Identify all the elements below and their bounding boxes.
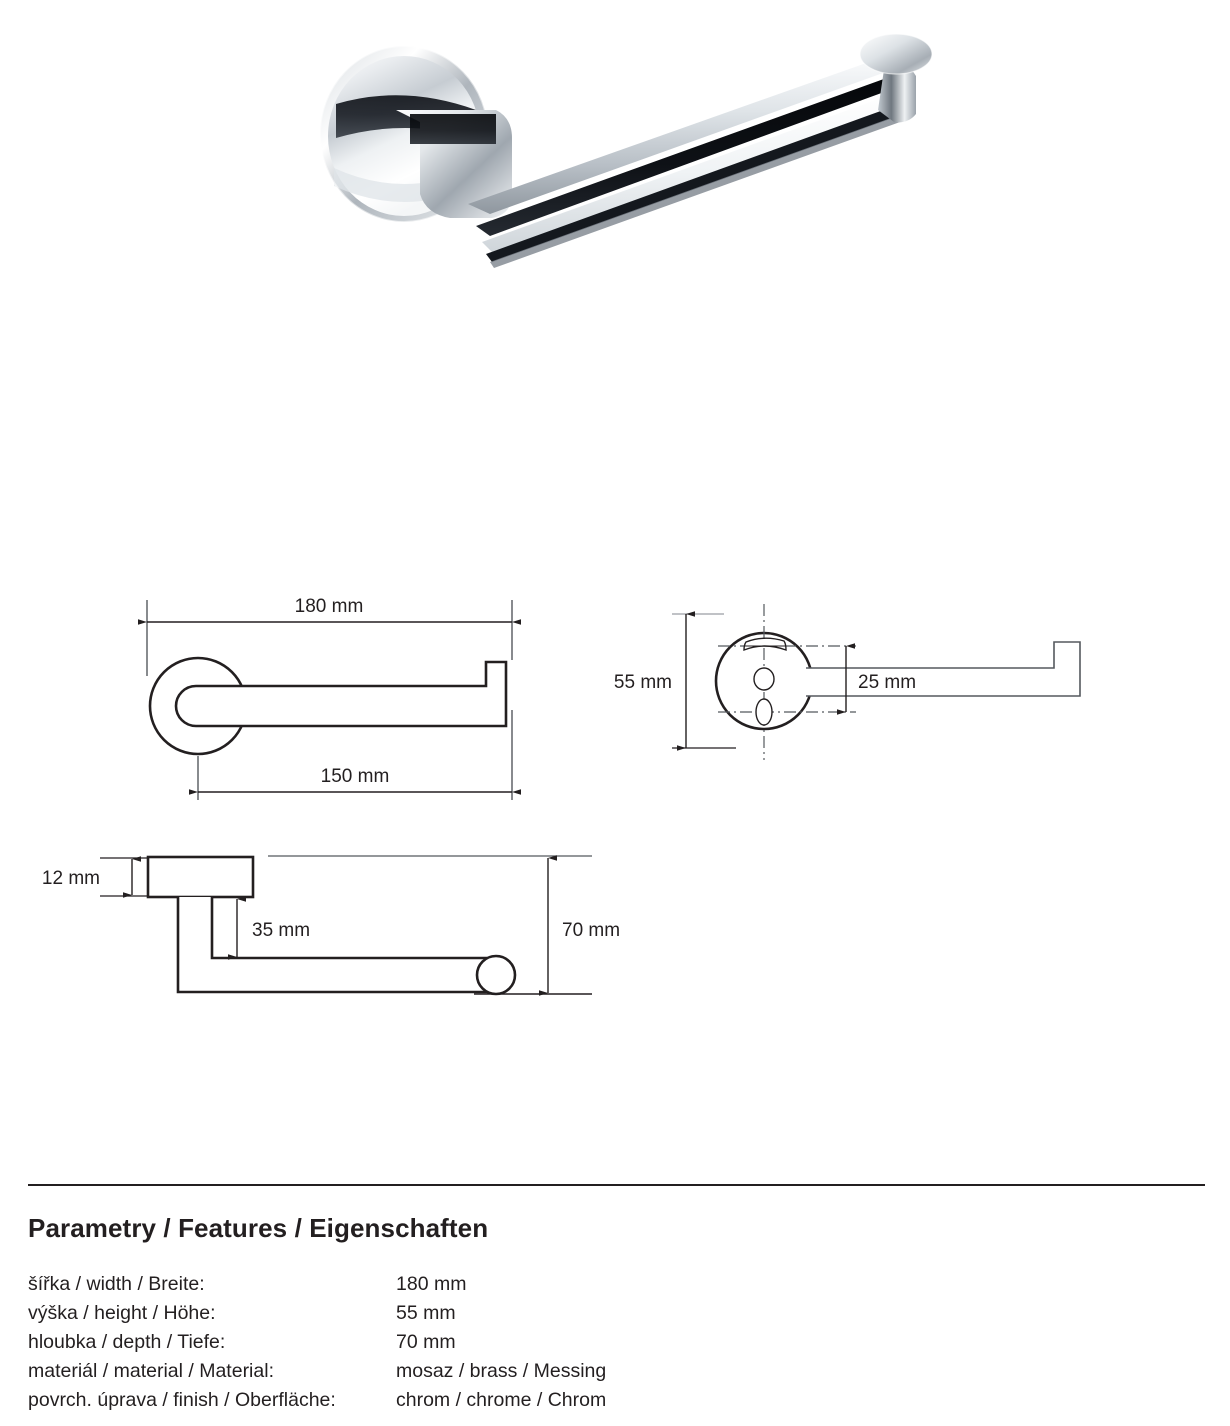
- product-photo: [300, 18, 980, 278]
- screw-hole: [754, 668, 774, 690]
- top-arm: [178, 897, 492, 992]
- section-divider: [28, 1184, 1205, 1186]
- spec-value: 55 mm: [396, 1302, 456, 1325]
- side-bar: [806, 642, 1080, 696]
- spec-value: chrom / chrome / Chrom: [396, 1389, 607, 1412]
- spec-label: výška / height / Höhe:: [28, 1302, 216, 1325]
- top-flange-block: [148, 857, 253, 897]
- technical-drawings: [0, 560, 1230, 1060]
- spec-label: materiál / material / Material:: [28, 1360, 274, 1383]
- spec-table: [28, 1270, 606, 1415]
- specifications-section: [28, 1213, 1198, 1415]
- dim-label-180: 180 mm: [294, 596, 364, 617]
- dim-label-12: 12 mm: [41, 868, 100, 889]
- dim-label-35: 35 mm: [252, 920, 311, 941]
- side-view-drawing: [614, 604, 1080, 760]
- table-row: [28, 1328, 606, 1357]
- spec-value: 180 mm: [396, 1273, 467, 1296]
- spec-label: šířka / width / Breite:: [28, 1273, 205, 1296]
- spec-label: hloubka / depth / Tiefe:: [28, 1331, 226, 1354]
- dim-label-55: 55 mm: [613, 672, 672, 693]
- dim-label-150: 150 mm: [320, 766, 390, 787]
- spec-label: povrch. úprava / finish / Oberfläche:: [28, 1389, 336, 1412]
- spec-title: Parametry / Features / Eigenschaften: [28, 1213, 489, 1243]
- table-row: [28, 1299, 606, 1328]
- dim-label-70: 70 mm: [562, 920, 621, 941]
- top-view-drawing: [42, 856, 620, 994]
- spec-value: 70 mm: [396, 1331, 456, 1354]
- table-row: [28, 1357, 606, 1386]
- top-rod-end: [477, 956, 515, 994]
- table-row: [28, 1270, 606, 1299]
- front-view-drawing: [147, 596, 512, 800]
- dim-label-25: 25 mm: [858, 672, 917, 693]
- lower-slot: [756, 699, 772, 725]
- photo-bar: [468, 56, 908, 268]
- table-row: [28, 1386, 606, 1415]
- spec-value: mosaz / brass / Messing: [396, 1360, 607, 1383]
